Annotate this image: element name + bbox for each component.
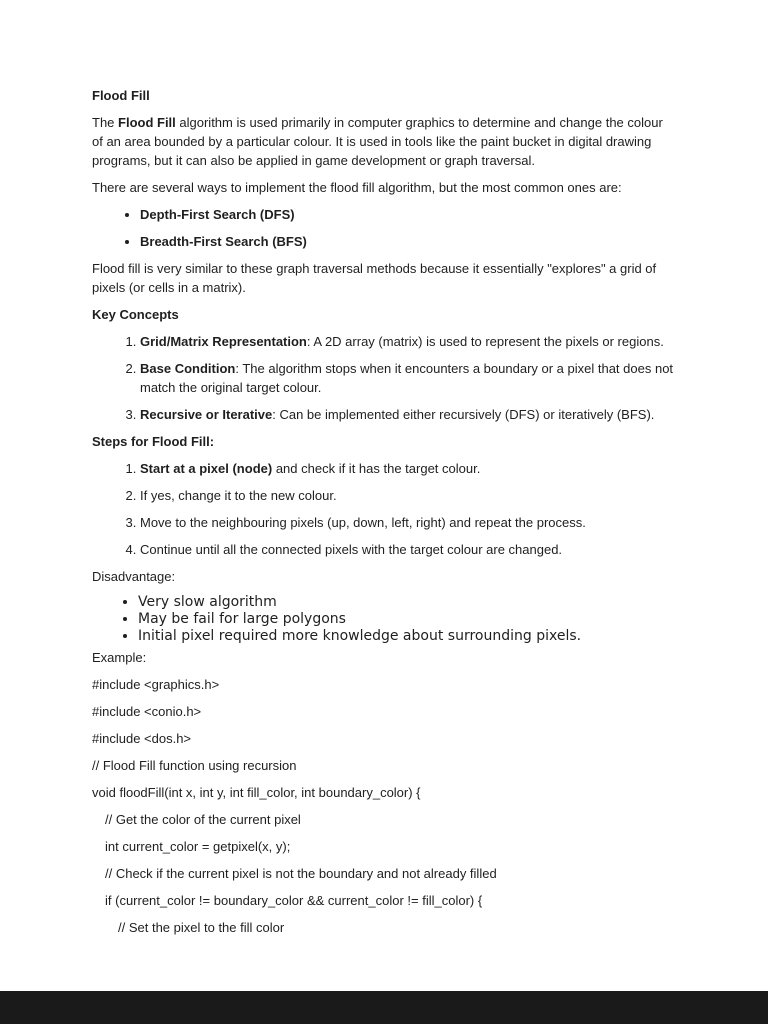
step-item [140, 513, 676, 532]
page-gap [0, 991, 768, 1024]
example-heading: Example: [92, 650, 147, 665]
step-text: Move to the neighbouring pixels (up, down, left, right) and repeat the process. [140, 515, 586, 530]
concept-term: Grid/Matrix Representation [140, 334, 307, 349]
code-line: // Set the pixel to the fill color [118, 920, 285, 935]
step-text: and check if it has the target colour. [272, 461, 481, 476]
disadvantage-item: • Initial pixel required more knowledge about surrounding pixels. [138, 628, 676, 644]
code-line: // Check if the current pixel is not the boundary and not already filled [105, 866, 497, 881]
doc-title: Flood Fill [92, 88, 150, 103]
code-line: void floodFill(int x, int y, int fill_color, int boundary_color) { [92, 785, 421, 800]
disadvantage-item: • May be fail for large polygons [138, 611, 676, 627]
intro-post: algorithm is used primarily in computer graphics to determine and change the colour of an area bounded by a particular colour. It is used in tools like the paint bucket in digital drawing programs, but it can also be applied in game development or graph traversal. [92, 115, 663, 168]
step-item [140, 486, 676, 505]
intro-paragraph [92, 113, 676, 170]
concept-term: Base Condition [140, 361, 236, 376]
key-concept-item [140, 359, 676, 397]
disadvantage-heading: Disadvantage: [92, 569, 176, 584]
key-concept-item [140, 405, 676, 424]
code-line: #include <dos.h> [92, 731, 192, 746]
code-line: // Get the color of the current pixel [105, 812, 301, 827]
methods-list [92, 205, 676, 251]
key-concept-item [140, 332, 676, 351]
steps-heading: Steps for Flood Fill: [92, 434, 215, 449]
step-bold: Start at a pixel (node) [140, 461, 273, 476]
intro-pre: The [92, 115, 119, 130]
disadvantage-item: • Very slow algorithm [138, 594, 676, 610]
ways-intro-paragraph: There are several ways to implement the flood fill algorithm, but the most common ones are: [92, 180, 622, 195]
list-item-bfs: • Breadth-First Search (BFS) [140, 232, 676, 251]
steps-list [92, 459, 676, 559]
disadvantages-list [92, 594, 676, 644]
code-line: if (current_color != boundary_color && current_color != fill_color) { [105, 893, 483, 908]
code-line: #include <graphics.h> [92, 677, 220, 692]
list-item-dfs: • Depth-First Search (DFS) [140, 205, 676, 224]
intro-bold-term: Flood Fill [118, 115, 176, 130]
step-item [140, 459, 676, 478]
concept-text: : A 2D array (matrix) is used to represent the pixels or regions. [306, 334, 664, 349]
key-concepts-heading: Key Concepts [92, 307, 179, 322]
step-item [140, 540, 676, 559]
concept-text: : The algorithm stops when it encounters a boundary or a pixel that does not match the original target colour. [140, 361, 674, 395]
similarity-paragraph: Flood fill is very similar to these graph traversal methods because it essentially "explores" a grid of pixels (or cells in a matrix). [92, 261, 657, 295]
step-text: Continue until all the connected pixels with the target colour are changed. [140, 542, 563, 557]
code-line: // Flood Fill function using recursion [92, 758, 297, 773]
code-line: #include <conio.h> [92, 704, 202, 719]
code-line: int current_color = getpixel(x, y); [105, 839, 291, 854]
key-concepts-list [92, 332, 676, 424]
concept-term: Recursive or Iterative [140, 407, 273, 422]
step-text: If yes, change it to the new colour. [140, 488, 337, 503]
concept-text: : Can be implemented either recursively (DFS) or iteratively (BFS). [272, 407, 655, 422]
